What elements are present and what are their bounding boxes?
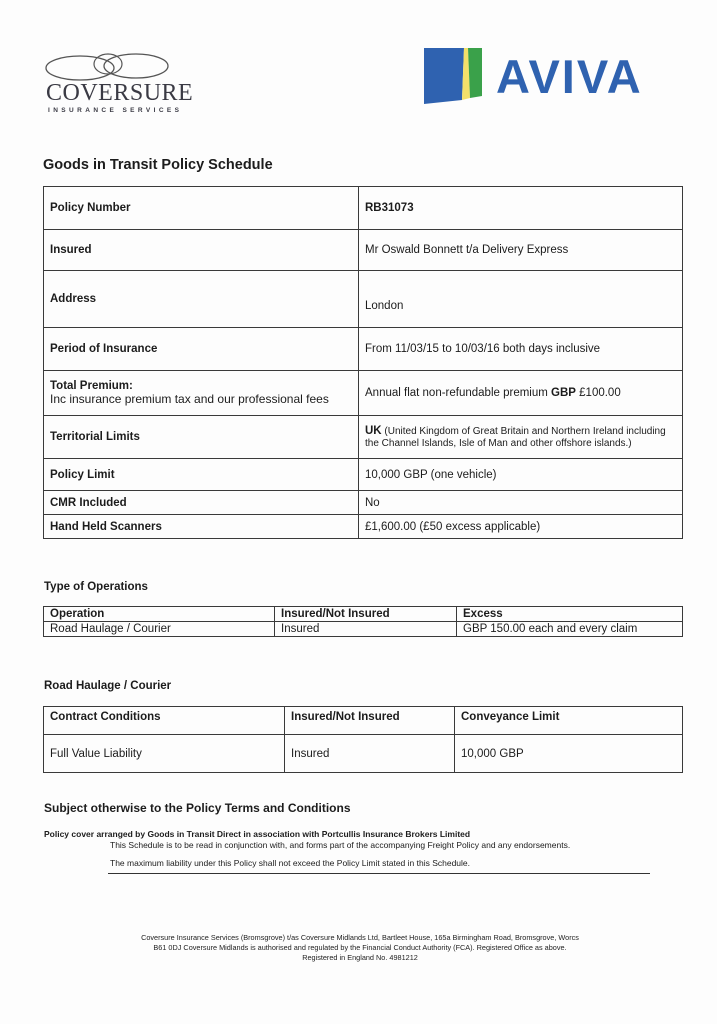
- coversure-rings-icon: [44, 48, 169, 84]
- excess-cell: GBP 150.00 each and every claim: [457, 622, 683, 637]
- premium-prefix: Annual flat non-refundable premium: [365, 387, 552, 399]
- table-header-row: [44, 607, 683, 622]
- insured-value: Mr Oswald Bonnett t/a Delivery Express: [359, 230, 683, 271]
- table-row: [44, 187, 683, 230]
- premium-amount: £100.00: [575, 387, 621, 399]
- table-row: [44, 271, 683, 328]
- insured-cell: Insured: [275, 622, 457, 637]
- schedule-table: [43, 186, 683, 539]
- premium-currency: GBP: [551, 387, 576, 399]
- operations-title: Type of Operations: [44, 581, 148, 593]
- policy-number-label: Policy Number: [44, 187, 359, 230]
- period-label: Period of Insurance: [44, 328, 359, 371]
- table-row: [44, 459, 683, 491]
- haulage-table: [43, 706, 683, 773]
- liability-note: The maximum liability under this Policy shall not exceed the Policy Limit stated in this Schedule.: [110, 858, 471, 868]
- insured-label: Insured: [44, 230, 359, 271]
- haulage-title: Road Haulage / Courier: [44, 680, 172, 692]
- policy-limit-label: Policy Limit: [44, 459, 359, 491]
- cmr-value: No: [359, 491, 683, 515]
- coversure-name: COVERSURE: [46, 80, 194, 106]
- territorial-label: Territorial Limits: [44, 416, 359, 459]
- table-row: [44, 230, 683, 271]
- table-row: [44, 328, 683, 371]
- contract-header: Contract Conditions: [44, 707, 285, 735]
- divider: [108, 873, 650, 874]
- cmr-label: CMR Included: [44, 491, 359, 515]
- period-value: From 11/03/15 to 10/03/16 both days inclusive: [359, 328, 683, 371]
- page-title: Goods in Transit Policy Schedule: [43, 157, 273, 173]
- operations-table: [43, 606, 683, 637]
- footer: [90, 933, 630, 963]
- terms-title: Subject otherwise to the Policy Terms and Conditions: [44, 801, 351, 815]
- address-label: Address: [44, 271, 359, 328]
- premium-value: [359, 371, 683, 416]
- territorial-uk: UK: [365, 425, 382, 437]
- insured-cell: Insured: [285, 735, 455, 773]
- coversure-subtitle: INSURANCE SERVICES: [48, 107, 183, 114]
- footer-line-2: B61 0DJ Coversure Midlands is authorised and regulated by the Financial Conduct Authority (FCA). Registered Office as above.: [153, 943, 567, 952]
- table-row: [44, 416, 683, 459]
- table-row: [44, 622, 683, 637]
- territorial-value: [359, 416, 683, 459]
- aviva-mark-icon: [424, 46, 484, 106]
- premium-sublabel: Inc insurance premium tax and our professional fees: [50, 392, 329, 406]
- insured-header: Insured/Not Insured: [285, 707, 455, 735]
- premium-label: Total Premium:: [50, 380, 133, 392]
- policy-number-value: RB31073: [359, 187, 683, 230]
- contract-cell: Full Value Liability: [44, 735, 285, 773]
- schedule-note: This Schedule is to be read in conjunction with, and forms part of the accompanying Freight Policy and any endorsements.: [110, 840, 571, 850]
- conveyance-header: Conveyance Limit: [455, 707, 683, 735]
- scanners-value: £1,600.00 (£50 excess applicable): [359, 515, 683, 539]
- table-row: [44, 735, 683, 773]
- table-row: [44, 515, 683, 539]
- footer-line-1: Coversure Insurance Services (Bromsgrove) t/as Coversure Midlands Ltd, Bartleet House, 165a Birmingham Road, Bromsgrove, Worcs: [141, 933, 579, 942]
- premium-label-cell: [44, 371, 359, 416]
- table-header-row: [44, 707, 683, 735]
- operation-cell: Road Haulage / Courier: [44, 622, 275, 637]
- address-value: London: [359, 271, 683, 328]
- scanners-label: Hand Held Scanners: [44, 515, 359, 539]
- aviva-logo: [424, 46, 680, 106]
- aviva-wordmark: AVIVA: [496, 50, 643, 103]
- conveyance-cell: 10,000 GBP: [455, 735, 683, 773]
- policy-limit-value: 10,000 GBP (one vehicle): [359, 459, 683, 491]
- table-row: [44, 491, 683, 515]
- footer-line-3: Registered in England No. 4981212: [302, 953, 418, 962]
- territorial-detail: (United Kingdom of Great Britain and Northern Ireland including the Channel Islands, Isle of Man and other offshore islands.): [365, 426, 666, 449]
- arranged-by: Policy cover arranged by Goods in Transit Direct in association with Portcullis Insurance Brokers Limited: [44, 829, 471, 839]
- table-row: [44, 371, 683, 416]
- insured-header: Insured/Not Insured: [275, 607, 457, 622]
- excess-header: Excess: [457, 607, 683, 622]
- coversure-logo: [44, 48, 194, 118]
- operation-header: Operation: [44, 607, 275, 622]
